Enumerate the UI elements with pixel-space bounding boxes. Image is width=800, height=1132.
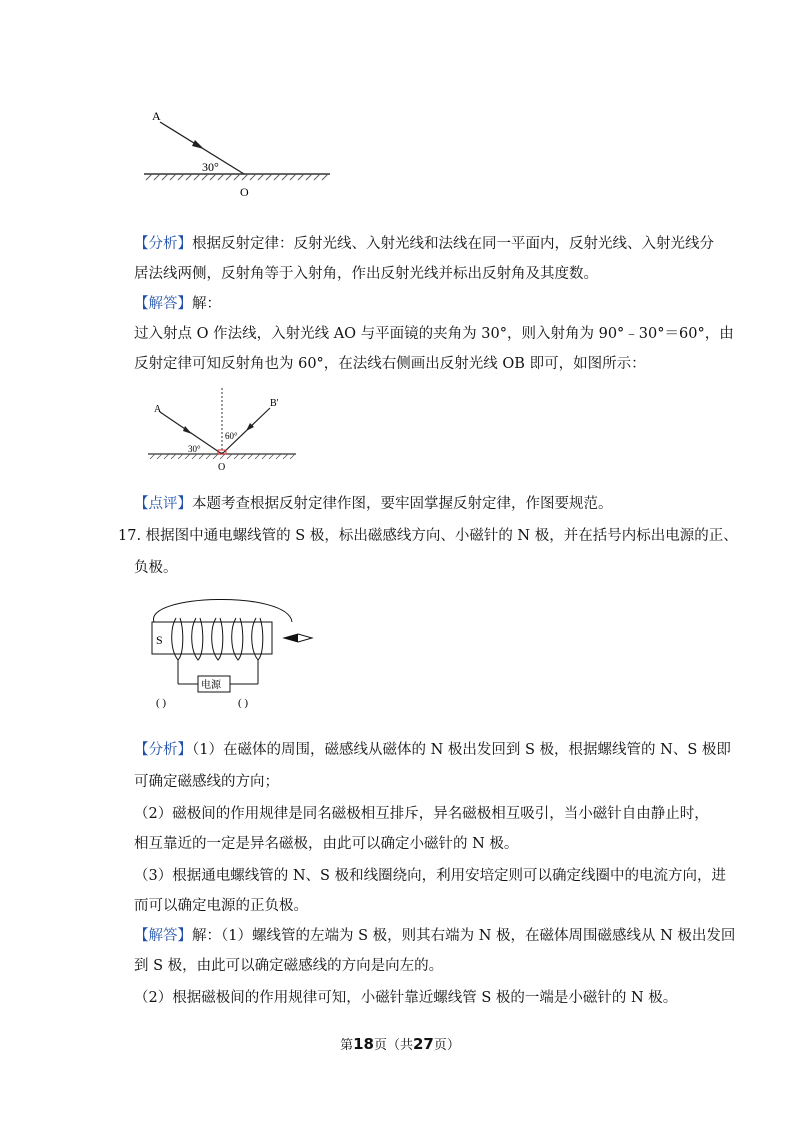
angle-label: 30° <box>202 160 219 174</box>
q17-analysis-line4: 相互靠近的一定是异名磁极，由此可以确定小磁针的 N 极。 <box>134 836 519 852</box>
analysis-tag: 【分析】 <box>134 742 192 758</box>
q17-analysis-line3: （2）磁极间的作用规律是同名磁极相互排斥，异名磁极相互吸引，当小磁针自由静止时， <box>134 806 709 822</box>
q16-answer-line1: 过入射点 O 作法线，入射光线 AO 与平面镜的夹角为 30°，则入射角为 90°﹣30°＝60°，由 <box>134 326 734 342</box>
figure-reflection <box>144 384 304 476</box>
label-b: B' <box>270 398 279 409</box>
field-line-loop <box>154 599 292 622</box>
bracket-right: ( ) <box>238 697 249 709</box>
q17-analysis-line1: 【分析】（1）在磁体的周围，磁感线从磁体的 N 极出发回到 S 极，根据螺线管的 N、S 极即 <box>134 742 731 758</box>
q16-answer-line2: 反射定律可知反射角也为 60°，在法线右侧画出反射光线 OB 即可，如图所示： <box>134 356 646 372</box>
power-source-label: 电源 <box>201 680 221 691</box>
label-a: A <box>154 404 162 415</box>
q17-title-line2: 负极。 <box>134 560 178 576</box>
angle-incident: 30° <box>188 444 201 454</box>
figure-incident-ray <box>140 100 340 200</box>
q16-analysis-line2: 居法线两侧，反射角等于入射角，作出反射光线并标出反射角及其度数。 <box>134 266 598 282</box>
q17-analysis-line6: 而可以确定电源的正负极。 <box>134 898 308 914</box>
q16-analysis-line1: 【分析】根据反射定律：反射光线、入射光线和法线在同一平面内，反射光线、入射光线分 <box>134 236 714 252</box>
angle-reflect: 60° <box>225 431 238 441</box>
compass-needle-icon <box>284 634 312 642</box>
pole-label-s: S <box>156 633 163 647</box>
q17-answer-line3: （2）根据磁极间的作用规律可知，小磁针靠近螺线管 S 极的一端是小磁针的 N 极。 <box>134 990 678 1006</box>
answer-tag: 【解答】 <box>134 928 192 944</box>
page-total: 27 <box>413 1035 434 1053</box>
page-number: 18 <box>353 1035 374 1053</box>
q17-title-line1: 17. 根据图中通电螺线管的 S 极，标出磁感线方向、小磁针的 N 极，并在括号内标出电源的正、 <box>118 528 738 544</box>
q17-analysis-line5: （3）根据通电螺线管的 N、S 极和线圈绕向，利用安培定则可以确定线圈中的电流方向，进 <box>134 868 727 884</box>
page-footer: 第18页（共27页） <box>340 1035 460 1053</box>
label-o: O <box>218 462 226 473</box>
bracket-left: ( ) <box>156 697 167 709</box>
analysis-tag: 【分析】 <box>134 236 192 252</box>
q17-answer-line2: 到 S 极，由此可以确定磁感线的方向是向左的。 <box>134 958 444 974</box>
answer-tag: 【解答】 <box>134 296 192 312</box>
q17-analysis-line2: 可确定磁感线的方向； <box>134 774 279 790</box>
comment-tag: 【点评】 <box>134 496 192 512</box>
q17-answer-line1: 【解答】解：（1）螺线管的左端为 S 极，则其右端为 N 极，在磁体周围磁感线从 N 极出发回 <box>134 928 736 944</box>
label-a: A <box>152 109 161 123</box>
q16-answer-heading: 【解答】解： <box>134 296 221 312</box>
q16-comment: 【点评】本题考查根据反射定律作图，要牢固掌握反射定律，作图要规范。 <box>134 496 613 512</box>
label-o: O <box>240 185 249 199</box>
figure-solenoid <box>140 588 340 714</box>
